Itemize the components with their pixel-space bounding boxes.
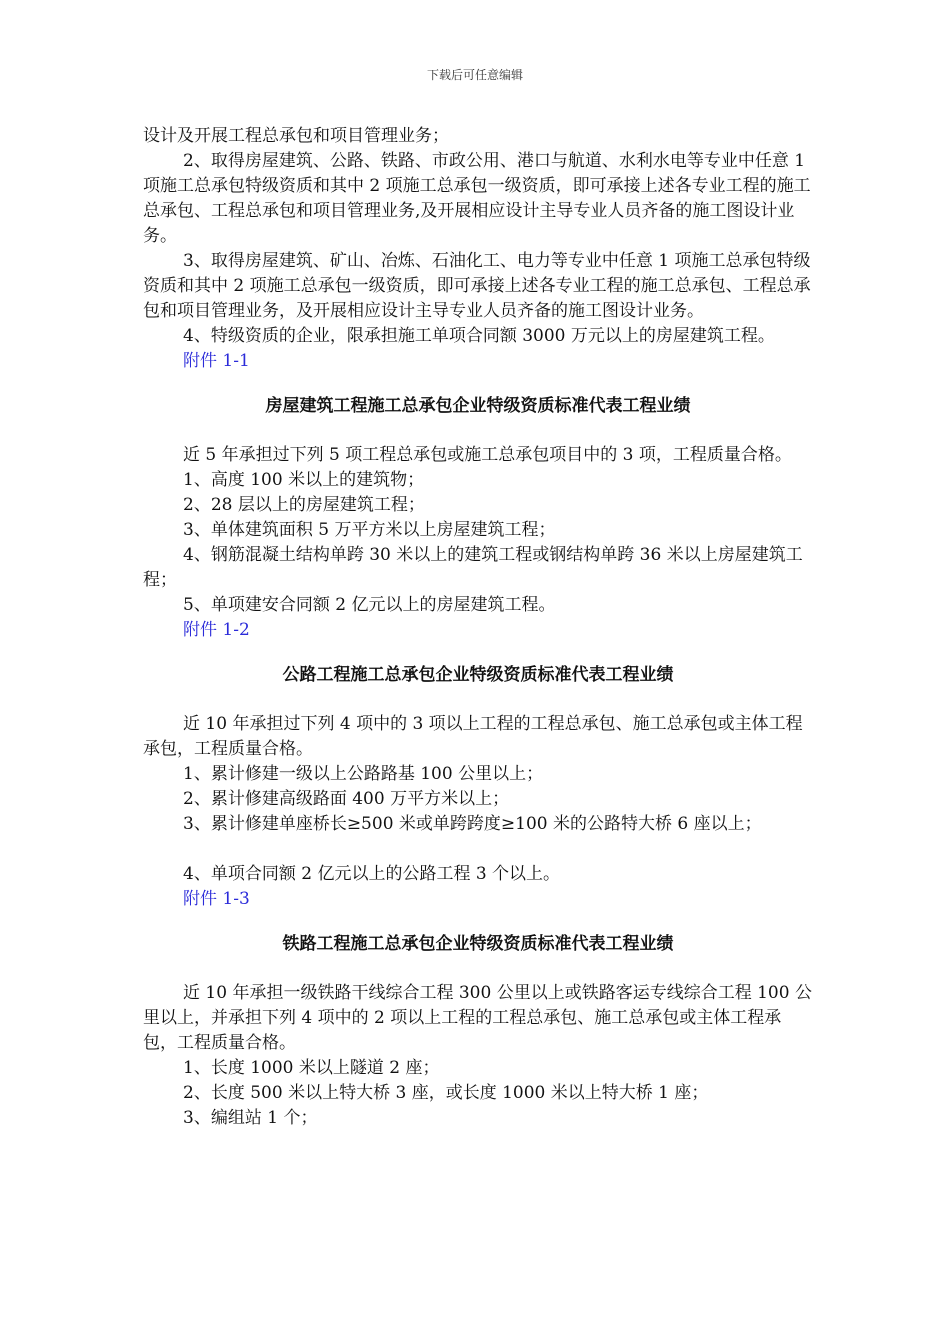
list-item: 4、单项合同额 2 亿元以上的公路工程 3 个以上。 bbox=[183, 864, 561, 884]
list-item: 1、长度 1000 米以上隧道 2 座； bbox=[183, 1058, 440, 1078]
section-title: 公路工程施工总承包企业特级资质标准代表工程业绩 bbox=[282, 665, 674, 685]
paragraph: 近 10 年承担过下列 4 项中的 3 项以上工程的工程总承包、施工总承包或主体工程承包，工程质量合格。 bbox=[143, 714, 803, 759]
paragraph: 近 10 年承担一级铁路干线综合工程 300 公里以上或铁路客运专线综合工程 100 公里以上，并承担下列 4 项中的 2 项以上工程的工程总承包、施工总承包或主体工程承包，工程质量合格。 bbox=[143, 983, 812, 1053]
paragraph: 近 5 年承担过下列 5 项工程总承包或施工总承包项目中的 3 项，工程质量合格。 bbox=[183, 445, 792, 465]
paragraph: 4、特级资质的企业，限承担施工单项合同额 3000 万元以上的房屋建筑工程。 bbox=[183, 326, 775, 346]
attachment-label: 附件 1-3 bbox=[183, 889, 250, 909]
list-item: 2、累计修建高级路面 400 万平方米以上； bbox=[183, 789, 510, 809]
list-item: 3、编组站 1 个； bbox=[183, 1108, 318, 1128]
attachment-label: 附件 1-1 bbox=[183, 351, 250, 371]
section-title: 铁路工程施工总承包企业特级资质标准代表工程业绩 bbox=[282, 934, 674, 954]
list-item: 3、累计修建单座桥长≥500 米或单跨跨度≥100 米的公路特大桥 6 座以上； bbox=[183, 814, 762, 834]
paragraph: 2、取得房屋建筑、公路、铁路、市政公用、港口与航道、水利水电等专业中任意 1 项施工总承包特级资质和其中 2 项施工总承包一级资质，即可承接上述各专业工程的施工总承包、工程总承包和项目管理业务,及开展相应设计主导专业人员齐备的施工图设计业务。 bbox=[143, 151, 811, 246]
list-item: 4、钢筋混凝土结构单跨 30 米以上的建筑工程或钢结构单跨 36 米以上房屋建筑工程； bbox=[143, 545, 803, 590]
list-item: 2、28 层以上的房屋建筑工程； bbox=[183, 495, 425, 515]
list-item: 5、单项建安合同额 2 亿元以上的房屋建筑工程。 bbox=[183, 595, 556, 615]
paragraph: 设计及开展工程总承包和项目管理业务； bbox=[143, 126, 449, 146]
attachment-label: 附件 1-2 bbox=[183, 620, 250, 640]
list-item: 1、高度 100 米以上的建筑物； bbox=[183, 470, 425, 490]
list-item: 3、单体建筑面积 5 万平方米以上房屋建筑工程； bbox=[183, 520, 556, 540]
section-title: 房屋建筑工程施工总承包企业特级资质标准代表工程业绩 bbox=[265, 396, 691, 416]
document-body bbox=[143, 124, 813, 1131]
paragraph: 3、取得房屋建筑、矿山、冶炼、石油化工、电力等专业中任意 1 项施工总承包特级资质和其中 2 项施工总承包一级资质，即可承接上述各专业工程的施工总承包、工程总承包和项目管理业务，及开展相应设计主导专业人员齐备的施工图设计业务。 bbox=[143, 251, 811, 321]
list-item: 2、长度 500 米以上特大桥 3 座，或长度 1000 米以上特大桥 1 座； bbox=[183, 1083, 709, 1103]
header-note: 下载后可任意编辑 bbox=[426, 68, 523, 82]
list-item: 1、累计修建一级以上公路路基 100 公里以上； bbox=[183, 764, 544, 784]
